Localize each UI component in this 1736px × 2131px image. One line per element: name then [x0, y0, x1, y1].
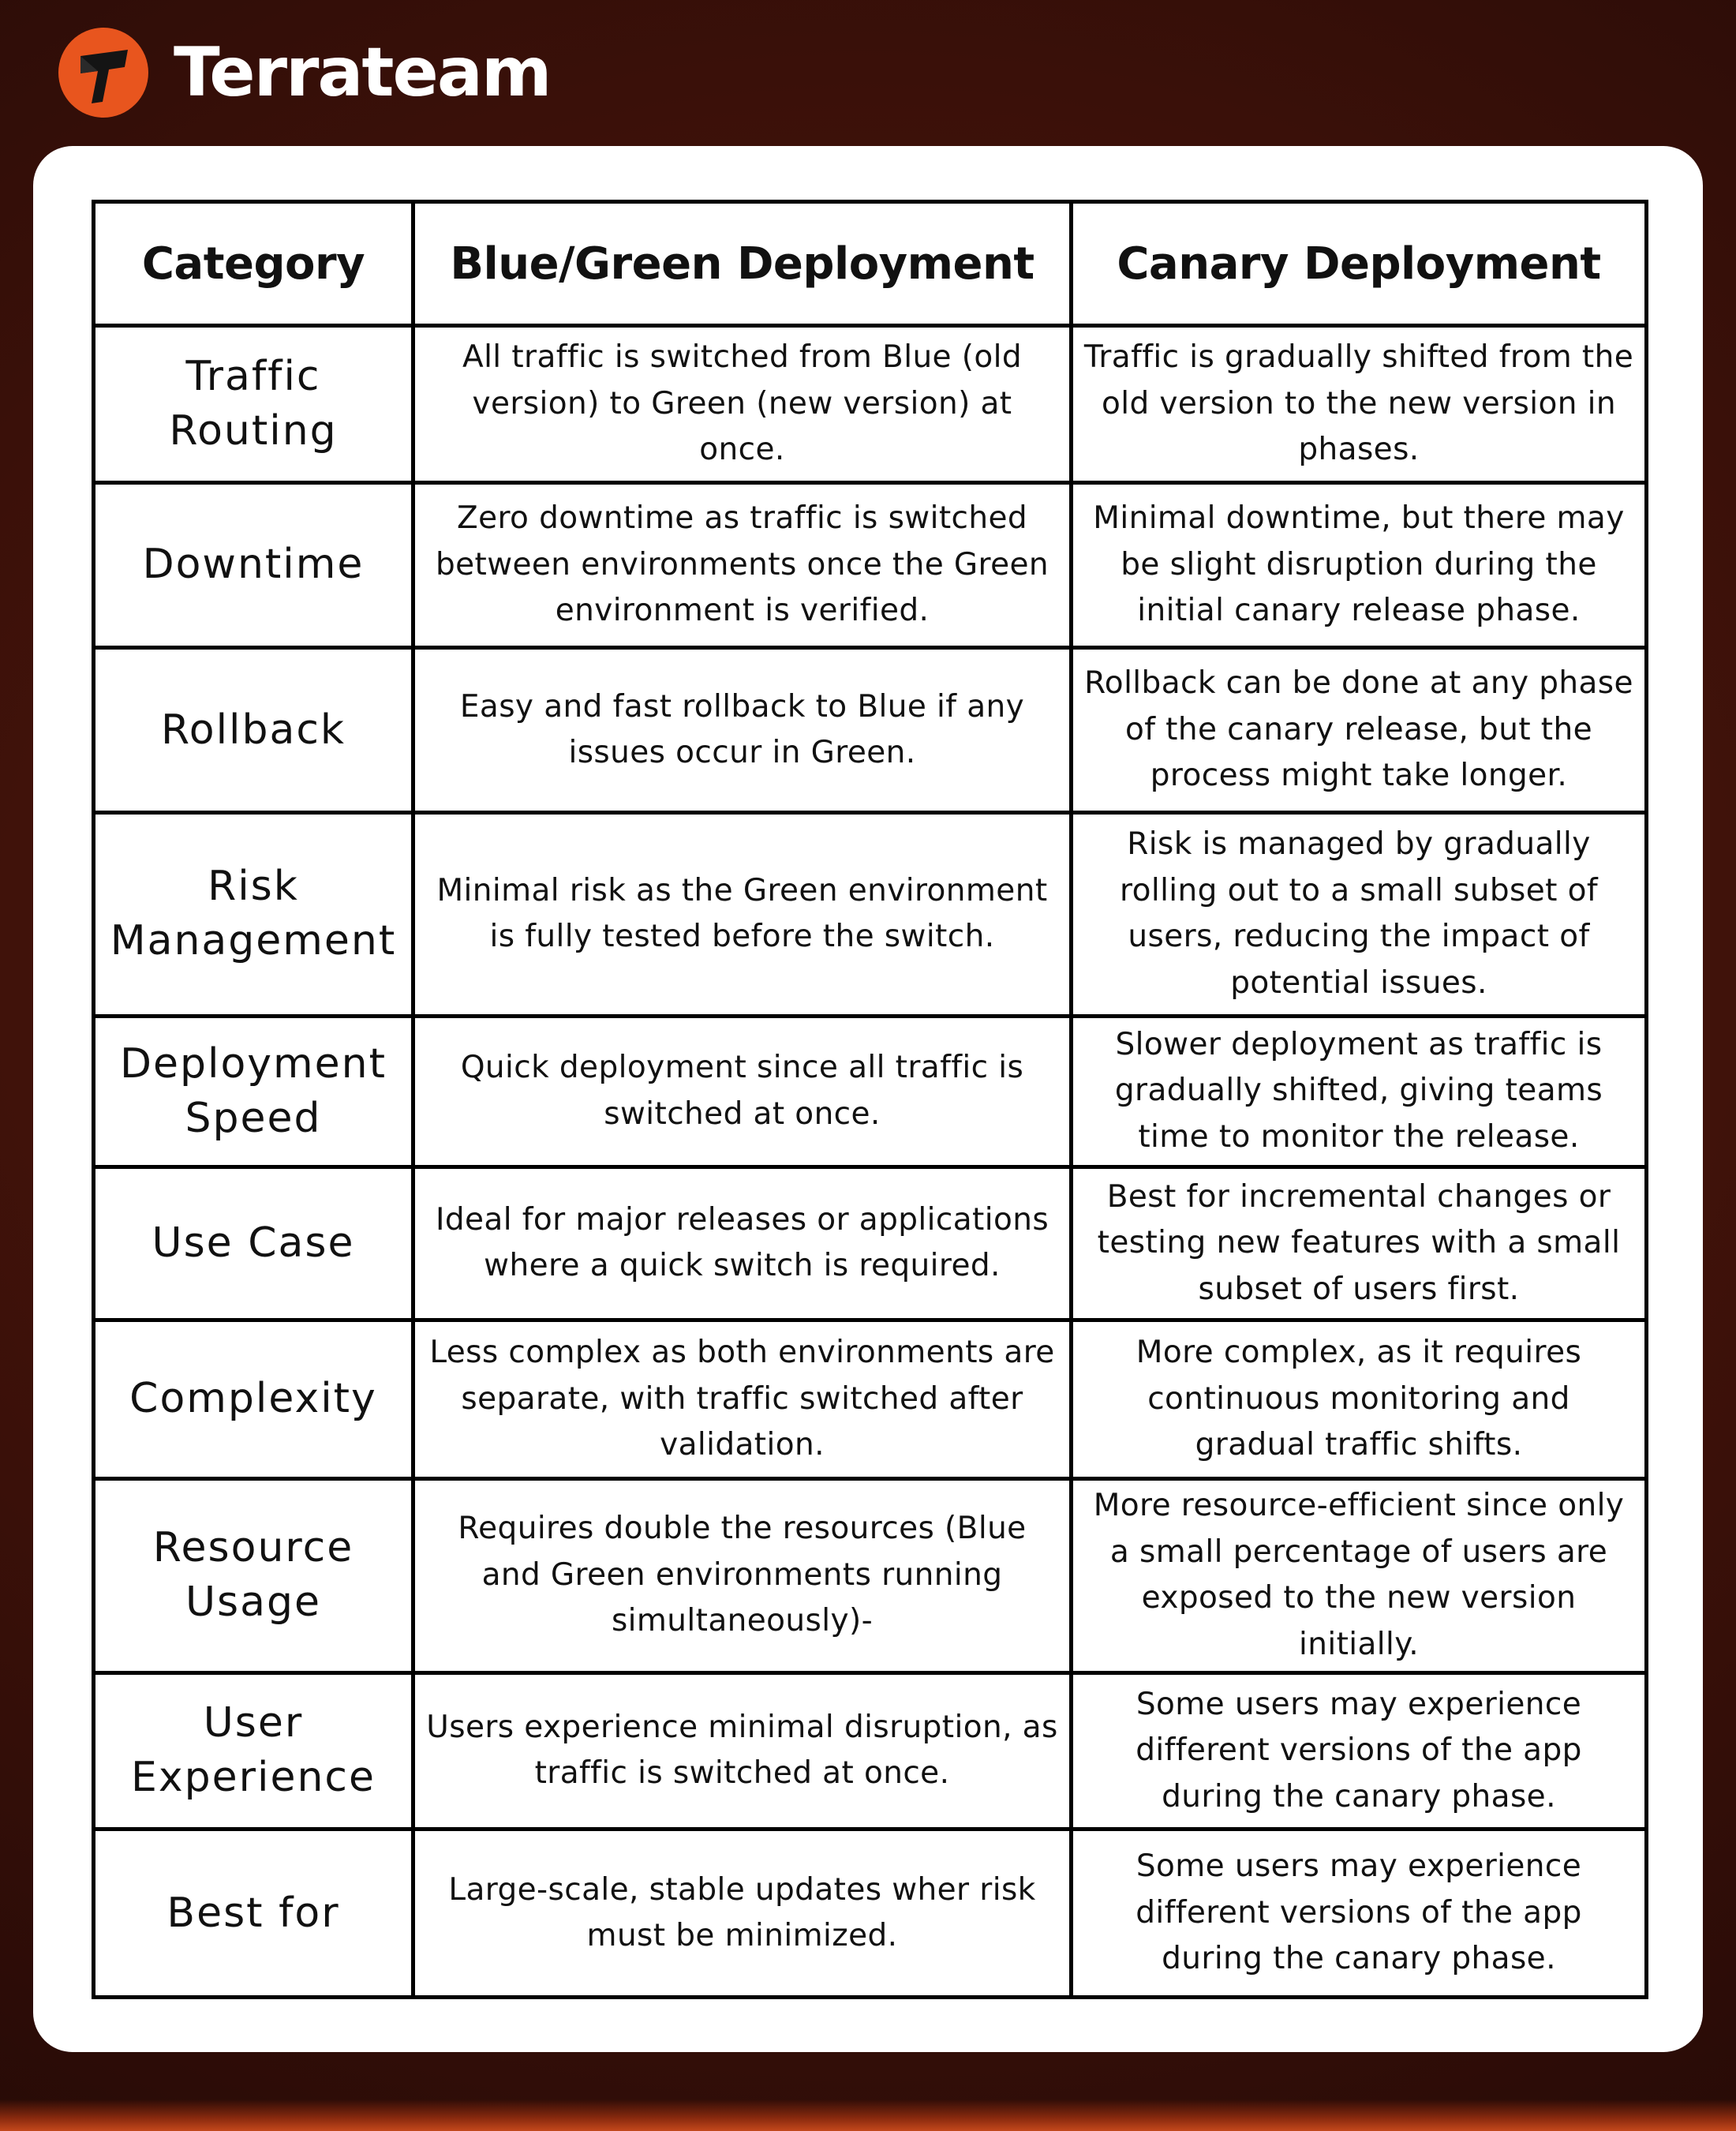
row-category: User Experience	[94, 1672, 413, 1830]
row-category: Risk Management	[94, 813, 413, 1017]
terrateam-logo-icon	[57, 26, 150, 119]
row-canary: More resource-efficient since only a small percentage of users are exposed to the new version initially.	[1072, 1478, 1647, 1672]
row-blue-green: Ideal for major releases or applications where a quick switch is required.	[413, 1167, 1072, 1320]
row-canary: Best for incremental changes or testing new features with a small subset of users first.	[1072, 1167, 1647, 1320]
row-category: Traffic Routing	[94, 326, 413, 483]
row-category: Rollback	[94, 648, 413, 813]
row-category: Complexity	[94, 1320, 413, 1479]
row-blue-green: Large-scale, stable updates wher risk must be minimized.	[413, 1830, 1072, 1998]
table-row	[94, 1672, 1647, 1830]
row-canary: Minimal downtime, but there may be slight disruption during the initial canary release phase.	[1072, 482, 1647, 648]
comparison-table	[92, 200, 1648, 1999]
table-row	[94, 1320, 1647, 1479]
header-canary: Canary Deployment	[1072, 202, 1647, 326]
row-blue-green: Less complex as both environments are separate, with traffic switched after validation.	[413, 1320, 1072, 1479]
table-row	[94, 482, 1647, 648]
row-canary: Some users may experience different versions of the app during the canary phase.	[1072, 1830, 1647, 1998]
row-category: Best for	[94, 1830, 413, 1998]
row-blue-green: Users experience minimal disruption, as traffic is switched at once.	[413, 1672, 1072, 1830]
comparison-card	[33, 146, 1703, 2052]
row-category: Downtime	[94, 482, 413, 648]
row-category: Resource Usage	[94, 1478, 413, 1672]
table-row	[94, 1830, 1647, 1998]
table-row	[94, 1167, 1647, 1320]
row-canary: Traffic is gradually shifted from the old version to the new version in phases.	[1072, 326, 1647, 483]
header-category: Category	[94, 202, 413, 326]
row-canary: Rollback can be done at any phase of the canary release, but the process might take longer.	[1072, 648, 1647, 813]
row-blue-green: Requires double the resources (Blue and Green environments running simultaneously)-	[413, 1478, 1072, 1672]
row-blue-green: Quick deployment since all traffic is switched at once.	[413, 1016, 1072, 1167]
table-row	[94, 1016, 1647, 1167]
table-row	[94, 813, 1647, 1017]
bottom-glow	[0, 2099, 1736, 2131]
brand-name: Terrateam	[174, 33, 551, 112]
row-blue-green: Minimal risk as the Green environment is fully tested before the switch.	[413, 813, 1072, 1017]
row-canary: More complex, as it requires continuous monitoring and gradual traffic shifts.	[1072, 1320, 1647, 1479]
row-blue-green: Easy and fast rollback to Blue if any issues occur in Green.	[413, 648, 1072, 813]
row-category: Deployment Speed	[94, 1016, 413, 1167]
table-row	[94, 648, 1647, 813]
brand-header	[57, 25, 551, 120]
row-blue-green: Zero downtime as traffic is switched between environments once the Green environment is verified.	[413, 482, 1072, 648]
row-canary: Risk is managed by gradually rolling out to a small subset of users, reducing the impact of potential issues.	[1072, 813, 1647, 1017]
header-blue-green: Blue/Green Deployment	[413, 202, 1072, 326]
row-canary: Slower deployment as traffic is gradually shifted, giving teams time to monitor the release.	[1072, 1016, 1647, 1167]
row-canary: Some users may experience different versions of the app during the canary phase.	[1072, 1672, 1647, 1830]
row-blue-green: All traffic is switched from Blue (old version) to Green (new version) at once.	[413, 326, 1072, 483]
table-row	[94, 1478, 1647, 1672]
table-header-row	[94, 202, 1647, 326]
row-category: Use Case	[94, 1167, 413, 1320]
table-row	[94, 326, 1647, 483]
